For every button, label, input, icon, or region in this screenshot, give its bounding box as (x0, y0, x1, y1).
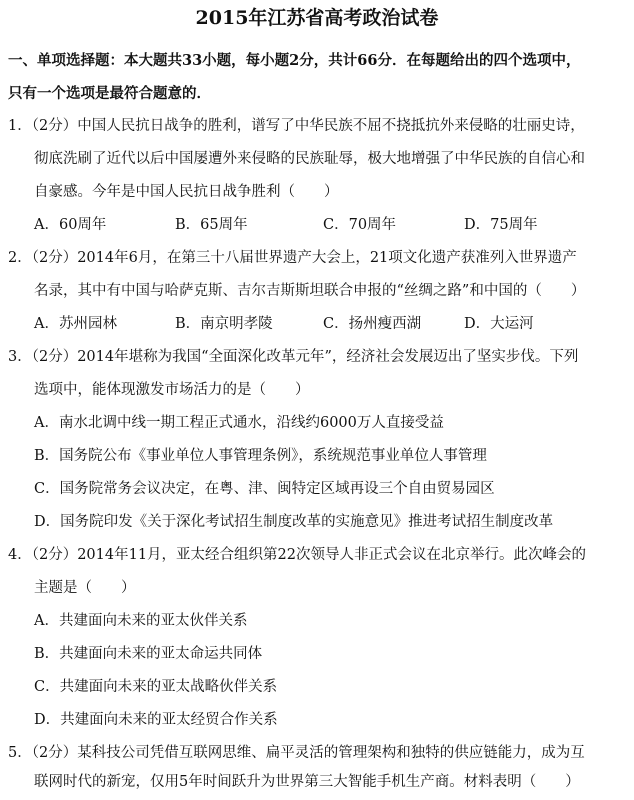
q4-option-a: A．共建面向未来的亚太伙伴关系 (34, 613, 248, 629)
q1-stem-line-2: 彻底洗刷了近代以后中国屡遭外来侵略的民族耻辱，极大地增强了中华民族的自信心和 (34, 151, 585, 167)
q4-option-b: B．共建面向未来的亚太命运共同体 (34, 646, 263, 662)
q2-stem-line-1: 2．（2分）2014年6月，在第三十八届世界遗产大会上，21项文化遗产获准列入世界遗产 (8, 250, 577, 266)
q2-stem-line-2: 名录，其中有中国与哈萨克斯、吉尔吉斯斯坦联合申报的“丝绸之路”和中国的（ ） (34, 283, 586, 299)
q4-option-d: D．共建面向未来的亚太经贸合作关系 (34, 712, 278, 728)
q1-stem-line-1: 1．（2分）中国人民抗日战争的胜利，谱写了中华民族不屈不挠抵抗外来侵略的壮丽史诗， (8, 118, 585, 134)
section-heading-line-2: 只有一个选项是最符合题意的． (8, 85, 211, 102)
q1-stem-line-3: 自豪感。今年是中国人民抗日战争胜利（ ） (34, 184, 339, 200)
q3-option-c: C．国务院常务会议决定，在粤、津、闽特定区域再设三个自由贸易园区 (34, 481, 495, 497)
q1-option-a: A．60周年 (34, 217, 107, 233)
q1-option-c: C．70周年 (323, 217, 397, 233)
q1-option-b: B．65周年 (175, 217, 248, 233)
q3-option-d: D．国务院印发《关于深化考试招生制度改革的实施意见》推进考试招生制度改革 (34, 514, 554, 530)
q4-option-c: C．共建面向未来的亚太战略伙伴关系 (34, 679, 278, 695)
q3-stem-line-1: 3．（2分）2014年堪称为我国“全面深化改革元年”，经济社会发展迈出了坚实步伐。下列 (8, 349, 579, 365)
q3-stem-line-2: 选项中，能体现激发市场活力的是（ ） (34, 382, 310, 398)
page-title: 2015年江苏省高考政治试卷 (195, 7, 439, 29)
q2-option-a: A．苏州园林 (34, 316, 117, 332)
q5-stem-line-1: 5．（2分）某科技公司凭借互联网思维、扁平灵活的管理架构和独特的供应链能力，成为互 (8, 745, 585, 761)
q4-stem-line-2: 主题是（ ） (34, 580, 136, 596)
q3-option-b: B．国务院公布《事业单位人事管理条例》，系统规范事业单位人事管理 (34, 448, 487, 464)
q4-stem-line-1: 4．（2分）2014年11月，亚太经合组织第22次领导人非正式会议在北京举行。此次峰会的 (8, 547, 587, 563)
section-heading (8, 44, 624, 110)
q1-option-d: D．75周年 (464, 217, 538, 233)
q2-option-c: C．扬州瘦西湖 (323, 316, 422, 332)
q5-stem-line-2: 联网时代的新宠，仅用5年时间跃升为世界第三大智能手机生产商。材料表明（ ） (34, 774, 580, 790)
section-heading-line-1: 一、单项选择题：本大题共33小题，每小题2分，共计66分．在每题给出的四个选项中， (8, 52, 581, 69)
q2-option-b: B．南京明孝陵 (175, 316, 273, 332)
q3-option-a: A．南水北调中线一期工程正式通水，沿线约6000万人直接受益 (34, 415, 444, 431)
q2-option-d: D．大运河 (464, 316, 534, 332)
